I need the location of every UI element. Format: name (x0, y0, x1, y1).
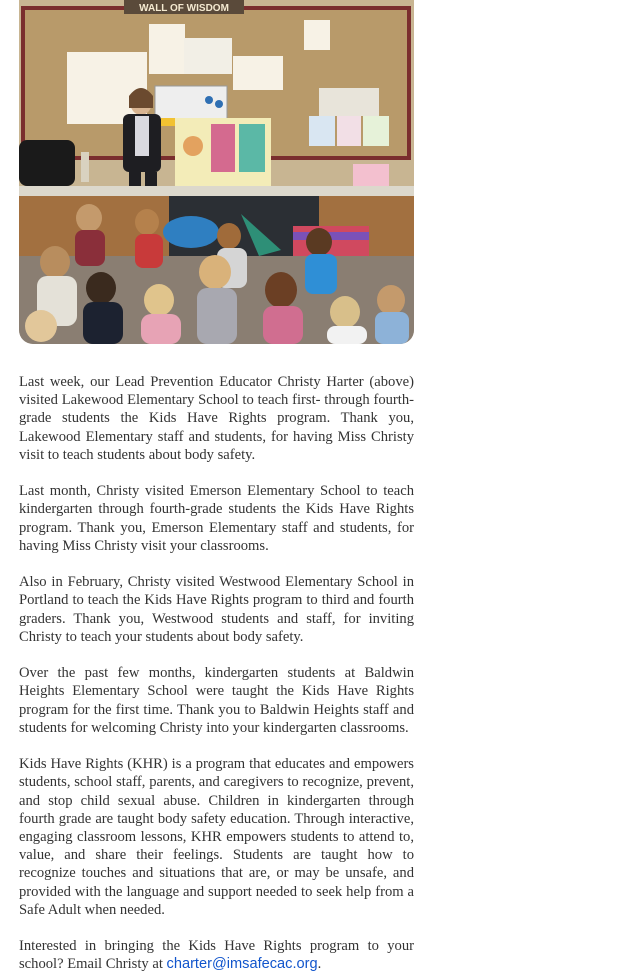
paragraph-contact (19, 937, 414, 973)
paragraph-baldwin-heights: Over the past few months, kindergarten students at Baldwin Heights Elementary School were taught the Kids Have Rights program for the first time. Thank you to Baldwin Heights staff and students for welcoming Christy into your kindergarten classrooms. (19, 665, 414, 736)
paragraph-emerson: Last month, Christy visited Emerson Elementary School to teach kindergarten through fourth-grade students the Kids Have Rights program. Thank you, Emerson Elementary staff and students, for having Miss Christy visit your classrooms. (19, 483, 414, 554)
contact-text: Interested in bringing the Kids Have Rights program to your school? Email Christy at (19, 938, 414, 973)
contact-suffix: . (317, 956, 322, 973)
paragraph-program-description: Kids Have Rights (KHR) is a program that educates and empowers students, school staff, parents, and caregivers to recognize, prevent, and stop child sexual abuse. Children in kindergarten through fourth grade are taught body safety education. Through interactive, engaging classroom lessons, KHR empowers students to attend to, value, and share their feelings. Students are taught how to recognize touches and situations that are, or may be unsafe, and provided with the language and support needed to seek help from a Safe Adult when needed. (19, 756, 414, 918)
email-link[interactable]: charter@imsafecac.org (166, 956, 318, 973)
paragraph-lakewood: Last week, our Lead Prevention Educator Christy Harter (above) visited Lakewood Elementary School to teach first- through fourth-grade students the Kids Have Rights program. Thank you, Lakewood Elementary staff and students, for having Miss Christy visit to teach students about body safety. (19, 374, 414, 463)
paragraph-westwood: Also in February, Christy visited Westwood Elementary School in Portland to teach the Kids Have Rights program to third and fourth graders. Thank you, Westwood students and staff, for inviting Christy to teach your students about body safety. (19, 574, 414, 645)
classroom-photo (19, 0, 414, 344)
article-body (19, 373, 414, 974)
banner-text: WALL OF WISDOM (139, 3, 229, 14)
